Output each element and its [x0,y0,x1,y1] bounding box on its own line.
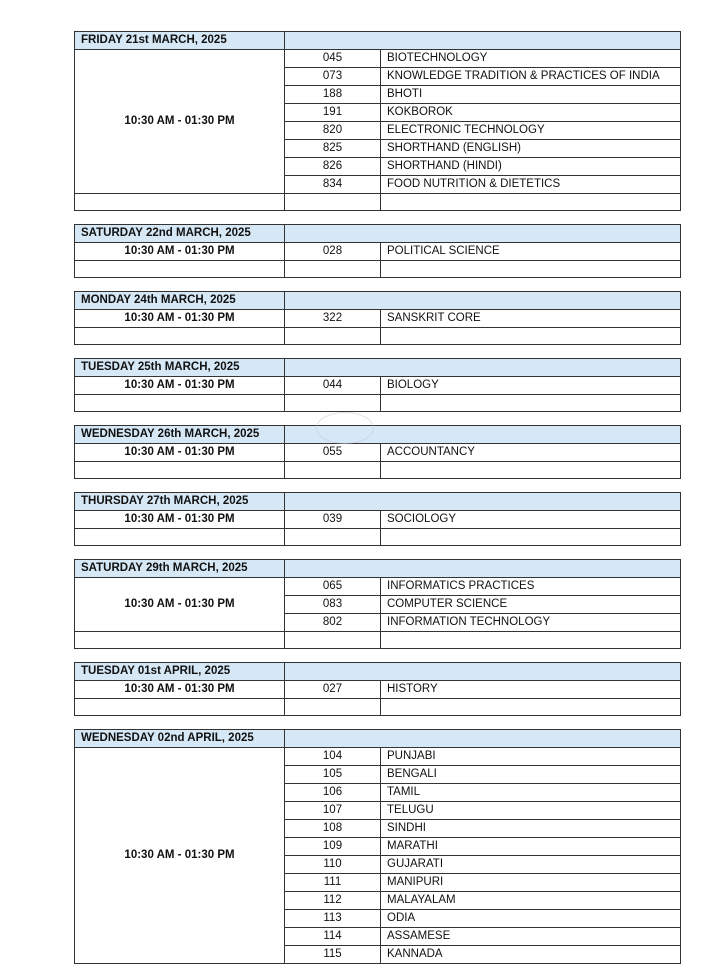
blank-cell [285,395,381,412]
exam-date: SATURDAY 22nd MARCH, 2025 [75,225,285,243]
exam-date: MONDAY 24th MARCH, 2025 [75,292,285,310]
subject-code: 105 [285,766,381,784]
exam-date: WEDNESDAY 02nd APRIL, 2025 [75,730,285,748]
subject-name: INFORMATION TECHNOLOGY [381,614,681,632]
date-row-filler [285,730,681,748]
subject-name: SINDHI [381,820,681,838]
date-row-filler [285,225,681,243]
subject-row [75,50,681,68]
blank-cell [75,462,285,479]
blank-cell [285,632,381,649]
blank-cell [381,632,681,649]
subject-name: SANSKRIT CORE [381,310,681,328]
exam-time: 10:30 AM - 01:30 PM [75,578,285,632]
blank-cell [75,529,285,546]
subject-name: INFORMATICS PRACTICES [381,578,681,596]
date-row [75,292,681,310]
subject-name: ASSAMESE [381,928,681,946]
spacer-row [75,412,681,426]
spacer-row [75,345,681,359]
subject-code: 039 [285,511,381,529]
subject-code: 073 [285,68,381,86]
exam-date: THURSDAY 27th MARCH, 2025 [75,493,285,511]
date-row-filler [285,32,681,50]
blank-row [75,328,681,345]
date-row-filler [285,359,681,377]
blank-cell [75,328,285,345]
exam-date: TUESDAY 25th MARCH, 2025 [75,359,285,377]
exam-date: SATURDAY 29th MARCH, 2025 [75,560,285,578]
exam-time: 10:30 AM - 01:30 PM [75,50,285,194]
spacer-row [75,479,681,493]
datesheet-table [74,31,680,964]
spacer-row [75,649,681,663]
subject-code: 106 [285,784,381,802]
subject-name: MARATHI [381,838,681,856]
spacer-row [75,716,681,730]
subject-code: 111 [285,874,381,892]
spacer-cell [75,546,681,560]
exam-date: TUESDAY 01st APRIL, 2025 [75,663,285,681]
subject-code: 108 [285,820,381,838]
blank-row [75,261,681,278]
subject-name: KNOWLEDGE TRADITION & PRACTICES OF INDIA [381,68,681,86]
blank-cell [381,529,681,546]
subject-name: ODIA [381,910,681,928]
date-row [75,493,681,511]
subject-name: ACCOUNTANCY [381,444,681,462]
spacer-row [75,546,681,560]
subject-name: COMPUTER SCIENCE [381,596,681,614]
exam-date: FRIDAY 21st MARCH, 2025 [75,32,285,50]
blank-cell [285,529,381,546]
subject-name: BIOTECHNOLOGY [381,50,681,68]
datesheet-body [75,32,681,964]
blank-cell [75,699,285,716]
subject-code: 044 [285,377,381,395]
date-row [75,426,681,444]
subject-code: 802 [285,614,381,632]
spacer-cell [75,345,681,359]
blank-cell [381,395,681,412]
subject-row [75,511,681,529]
blank-cell [285,261,381,278]
subject-code: 065 [285,578,381,596]
spacer-cell [75,412,681,426]
subject-row [75,748,681,766]
exam-time: 10:30 AM - 01:30 PM [75,681,285,699]
subject-code: 322 [285,310,381,328]
blank-cell [285,462,381,479]
spacer-cell [75,278,681,292]
date-row [75,359,681,377]
blank-cell [285,328,381,345]
subject-code: 028 [285,243,381,261]
subject-code: 834 [285,176,381,194]
subject-code: 112 [285,892,381,910]
exam-time: 10:30 AM - 01:30 PM [75,310,285,328]
date-row-filler [285,560,681,578]
spacer-cell [75,479,681,493]
subject-name: PUNJABI [381,748,681,766]
subject-code: 109 [285,838,381,856]
subject-code: 045 [285,50,381,68]
blank-cell [75,395,285,412]
date-row-filler [285,493,681,511]
date-row [75,730,681,748]
exam-date: WEDNESDAY 26th MARCH, 2025 [75,426,285,444]
subject-name: MANIPURI [381,874,681,892]
subject-row [75,681,681,699]
blank-row [75,462,681,479]
subject-code: 110 [285,856,381,874]
blank-cell [75,194,285,211]
blank-row [75,699,681,716]
date-row-filler [285,663,681,681]
date-row [75,32,681,50]
subject-code: 820 [285,122,381,140]
blank-row [75,529,681,546]
subject-code: 083 [285,596,381,614]
subject-name: BENGALI [381,766,681,784]
blank-cell [75,261,285,278]
subject-row [75,377,681,395]
blank-cell [381,328,681,345]
blank-cell [285,194,381,211]
spacer-row [75,278,681,292]
subject-row [75,578,681,596]
blank-cell [381,699,681,716]
blank-cell [381,194,681,211]
subject-name: GUJARATI [381,856,681,874]
subject-name: BIOLOGY [381,377,681,395]
subject-name: SHORTHAND (HINDI) [381,158,681,176]
spacer-cell [75,211,681,225]
date-row-filler [285,292,681,310]
subject-row [75,444,681,462]
subject-code: 825 [285,140,381,158]
subject-code: 107 [285,802,381,820]
subject-code: 826 [285,158,381,176]
subject-name: SHORTHAND (ENGLISH) [381,140,681,158]
subject-name: POLITICAL SCIENCE [381,243,681,261]
spacer-cell [75,649,681,663]
exam-time: 10:30 AM - 01:30 PM [75,377,285,395]
subject-name: BHOTI [381,86,681,104]
subject-name: TAMIL [381,784,681,802]
exam-time: 10:30 AM - 01:30 PM [75,243,285,261]
subject-code: 115 [285,946,381,964]
subject-name: ELECTRONIC TECHNOLOGY [381,122,681,140]
spacer-cell [75,716,681,730]
subject-name: HISTORY [381,681,681,699]
subject-name: MALAYALAM [381,892,681,910]
subject-name: TELUGU [381,802,681,820]
subject-name: FOOD NUTRITION & DIETETICS [381,176,681,194]
subject-code: 114 [285,928,381,946]
blank-row [75,194,681,211]
subject-name: KANNADA [381,946,681,964]
subject-name: SOCIOLOGY [381,511,681,529]
subject-row [75,310,681,328]
exam-time: 10:30 AM - 01:30 PM [75,511,285,529]
subject-code: 113 [285,910,381,928]
blank-row [75,395,681,412]
subject-code: 027 [285,681,381,699]
date-row [75,225,681,243]
seal-stamp [316,412,374,444]
blank-cell [75,632,285,649]
spacer-row [75,211,681,225]
subject-row [75,243,681,261]
subject-name: KOKBOROK [381,104,681,122]
blank-row [75,632,681,649]
blank-cell [381,261,681,278]
blank-cell [381,462,681,479]
date-row [75,663,681,681]
subject-code: 191 [285,104,381,122]
blank-cell [285,699,381,716]
subject-code: 104 [285,748,381,766]
subject-code: 055 [285,444,381,462]
exam-time: 10:30 AM - 01:30 PM [75,748,285,964]
exam-time: 10:30 AM - 01:30 PM [75,444,285,462]
subject-code: 188 [285,86,381,104]
date-row [75,560,681,578]
